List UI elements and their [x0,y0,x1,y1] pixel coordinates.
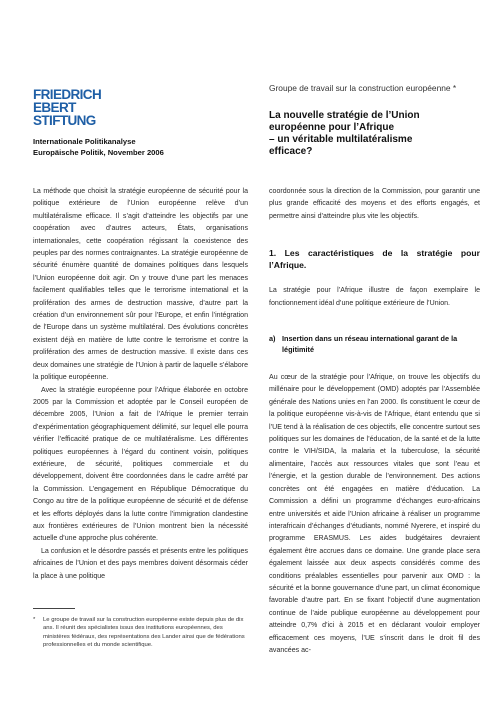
title-line-1: La nouvelle stratégie de l’Union [269,110,420,121]
subsection-title: Insertion dans un réseau international garant de la légitimité [282,334,458,354]
series-line-2: Europäische Politik, November 2006 [33,148,164,157]
body-paragraph-6: Au cœur de la stratégie pour l’Afrique, on trouve les objectifs du millénaire pour le développement (OMD) adoptés par l’Assemblée générale des Nations unies en l’an 2000. Ils constituent le cœur de la politique européenne vis-à-vis de l’Afrique, étant entendu que si l’UE tend à la réalisation de ces objectifs, elle concentre surtout ses politiques sur les domaines de l’éducation, de la santé et de la lutte contre le VIH/SIDA, la malaria et la tuberculose, la sécurité alimentaire, l’accès aux ressources vitales que sont l’eau et l’énergie, et la gestion durable de l’environnement. Des actions concrètes ont été engagées en matière d’éducation. La Commission a défini un programme d’échanges euro-africains entre universités et aide l’Union africaine à réaliser un programme interafricain d’échanges d’étudiants, nommé Nyerere, et inspiré du programme ERASMUS. Les aides budgétaires devraient également être accrues dans ce domaine. Une grande place sera également laissée aux deux aspects considérés comme des conditions préalables essentielles pour parvenir aux OMD : la sécurité et la bonne gouvernance d’une part, un climat économique favorable d’autre part. En se fixant l’objectif d’une augmentation continue de l’aide publique européenne au développement pour atteindre 0,7% d’ici à 2015 et en déclarant vouloir employer efficacement ces moyens, l’UE s’inscrit dans le droit fil des avancées ac- [269,374,480,654]
logo-line-3: STIFTUNG [33,113,96,128]
title-line-2: européenne pour l’Afrique [269,122,395,133]
logo-line-1: FRIEDRICH [33,87,102,102]
body-paragraph-4: coordonnée sous la direction de la Commission, pour garantir une plus grande efficacité des moyens et des efforts engagés, et permettre ainsi d’atteindre plus vite les objectifs. [269,188,480,220]
footnote-divider [33,608,75,609]
section-heading: 1. Les caractéristiques de la stratégie pour l’Afrique. [269,248,480,270]
working-group-kicker: Groupe de travail sur la construction européenne * [269,83,457,93]
document-title [269,110,479,158]
subsection-label: a) [269,334,276,344]
footnote-text: Le groupe de travail sur la construction européenne existe depuis plus de dix ans. Il réunit des spécialistes issus des institutions européennes, des ministères fédéraux, des représentations des Lander ainsi que de fédérations professionnelles et du monde scientifique. [43,617,245,649]
foundation-logo [33,88,125,127]
title-line-4: efficace? [269,146,313,157]
title-line-3: – un véritable multilatéralisme [269,134,413,145]
logo-line-2: EBERT [33,100,76,115]
body-paragraph-5: La stratégie pour l’Afrique illustre de façon exemplaire le fonctionnement idéal d’une politique extérieure de l’Union. [269,287,480,307]
footnote-mark: * [33,617,36,623]
body-paragraph-3: La confusion et le désordre passés et présents entre les politiques africaines de l’Union et des pays membres doivent désormais céder la place à une politique [33,547,248,580]
series-label [33,136,253,158]
left-column [33,186,248,583]
footnote [33,616,248,650]
series-line-1: Internationale Politikanalyse [33,137,136,146]
body-paragraph-1: La méthode que choisit la stratégie européenne de sécurité pour la politique extérieure de l’Union européenne relève d’un multilatéralisme efficace. Il s’agit d’atteindre les objectifs par une coopération avec d’autres acteurs, États, organisations internationales, cette coopération régissant la coexistence des peuples par des normes contraignantes. La stratégie européenne de sécurité énumère quantité de domaines politiques dans lesquels l’Union européenne doit agir. On y trouve d’une part les menaces facilement qualifiables telles que le terrorisme international et la prolifération des armes de destruction massive, d’autre part la création d’un environnement sûr pour l’Europe, et enfin l’intégration de l’Europe dans un système multilatéral. Des évolutions concrètes existent déjà en matière de lutte contre le terrorisme et contre la prolifération des armes de destruction massive. Il existe dans ces deux domaines une stratégie de l’Union à partir de laquelle s’élabore la politique européenne. [33,188,248,382]
body-paragraph-2: Avec la stratégie européenne pour l’Afrique élaborée en octobre 2005 par la Commission et adoptée par le Conseil européen de décembre 2005, l’Union a fait de l’Afrique le premier terrain d’expérimentation géographiquement délimité, sur lequel elle pourra vérifier l’efficacité pratique de ce multilatéralisme. Les différentes politiques européennes à l’égard du continent voisin, politiques extérieure, de sécurité, politiques commerciale et du développement, doivent être coordonnées dans le cadre arrêté par la Commission. L’engagement en République Démocratique du Congo au titre de la politique européenne de sécurité et de défense et les efforts déployés dans la lutte contre l’immigration clandestine aux frontières extérieures de l’Union montrent bien la nécessité actuelle d’une approche plus cohérente. [33,386,248,543]
subsection-heading [269,334,480,355]
right-column [269,186,480,657]
